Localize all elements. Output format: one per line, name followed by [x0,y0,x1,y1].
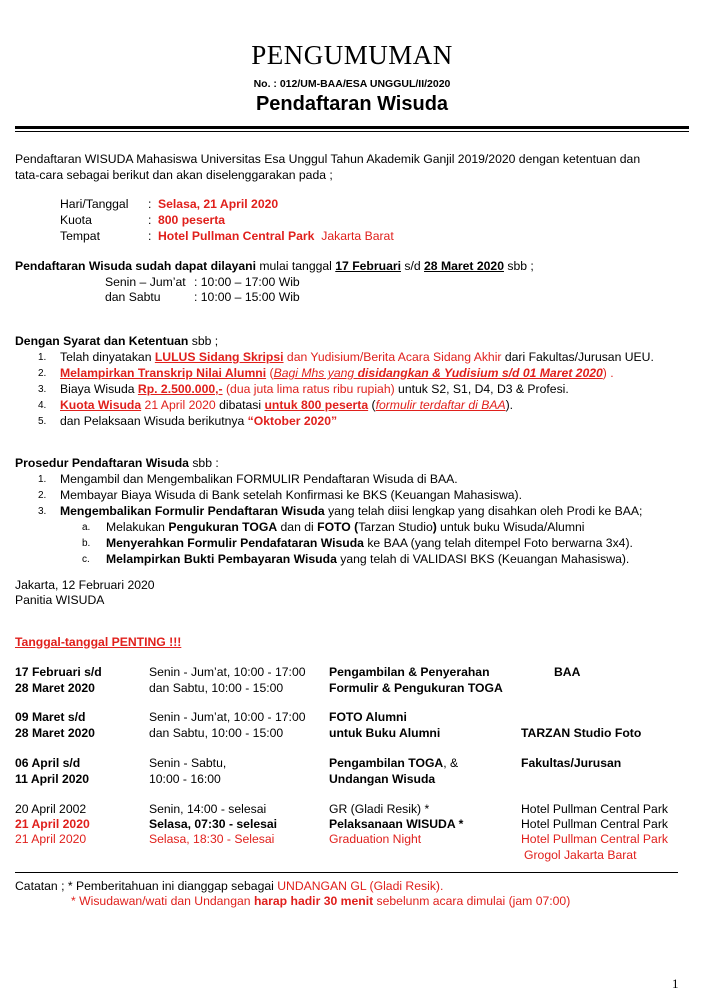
procedure-heading [15,456,219,470]
event-info-sep: : [148,229,152,243]
req-text: dari Fakultas/Jurusan UEU. [501,350,654,364]
signature-place-date: Jakarta, 12 Februari 2020 [15,578,155,592]
list-number: 3. [38,506,47,517]
req-highlight: Rp. 2.500.000,- [137,382,223,396]
requirements-heading-bold: Dengan Syarat dan Ketentuan [15,334,189,348]
registration-tail: sbb ; [503,259,534,273]
event-info-label: Kuota [60,213,92,227]
req-text-red: ) . [602,366,614,380]
date-cell: 28 Maret 2020 [15,681,95,695]
requirement-item [60,414,337,428]
signature-committee: Panitia WISUDA [15,593,105,607]
procedure-item: Membayar Biaya Wisuda di Bank setelah Konfirmasi ke BKS (Keuangan Mahasiswa). [60,488,522,502]
list-number: 5. [38,416,47,427]
event-date: 20 April 2002 [15,802,87,816]
req-text-red: (dua juta lima ratus ribu rupiah) [222,382,395,396]
page-subtitle: Pendaftaran Wisuda [255,93,449,115]
event-info-label: Tempat [60,229,100,243]
requirement-item [60,382,569,396]
event-info-sep: : [148,213,152,227]
hours-time: : 10:00 – 17:00 Wib [194,275,300,289]
activity-cell: Undangan Wisuda [329,772,436,786]
req-text-red: dan Yudisium/Berita Acara Sidang Akhir [283,350,502,364]
sub-bold: Pengukuran TOGA [168,520,278,534]
list-number: 4. [38,400,47,411]
hours-time: : 10:00 – 15:00 Wib [194,290,300,304]
req-note: formulir terdaftar di BAA [375,398,506,412]
procedure-item-bold: Mengembalikan Formulir Pendaftaran Wisuda [60,504,325,518]
procedure-heading-bold: Prosedur Pendaftaran Wisuda [15,456,189,470]
activity-cell: Pengambilan & Penyerahan [329,665,490,679]
header-divider [15,126,689,129]
list-number: 2. [38,368,47,379]
date-cell: 17 Februari s/d [15,665,102,679]
header-divider-thin [15,131,689,132]
event-time: Selasa, 07:30 - selesai [149,817,278,831]
list-number: 1. [38,352,47,363]
intro-line-2: tata-cara sebagai berikut dan akan diselenggarakan pada ; [15,168,333,182]
activity-cell: untuk Buku Alumni [329,726,441,740]
sub-text: Tarzan Studio [358,520,433,534]
req-highlight: LULUS Sidang Skripsi [154,350,284,364]
sub-text: yang telah di VALIDASI BKS (Keuangan Mahasiswa). [336,552,630,566]
place-cell: BAA [554,665,581,679]
activity-tail: , & [443,756,459,770]
req-text: untuk S2, S1, D4, D3 & Profesi. [394,382,569,396]
activity-cell: Formulir & Pengukuran TOGA [329,681,503,695]
registration-line [15,259,534,273]
procedure-subitem [106,552,629,566]
time-cell: dan Sabtu, 10:00 - 15:00 [149,681,284,695]
list-number: 1. [38,474,47,485]
req-text: Biaya Wisuda [60,382,138,396]
requirement-item [60,366,614,380]
time-cell: 10:00 - 16:00 [149,772,221,786]
registration-mid: mulai tanggal [255,259,336,273]
req-text: dan Pelaksaan Wisuda berikutnya [60,414,248,428]
hours-days: Senin – Jum’at [105,275,186,289]
req-note: Bagi Mhs yang [273,366,358,380]
req-highlight: Melampirkan Transkrip Nilai Alumni [60,366,267,380]
procedure-subitem [106,520,584,534]
list-number: 2. [38,490,47,501]
sub-text: Melakukan [106,520,169,534]
sublist-letter: a. [82,522,91,533]
event-info-value [158,229,394,243]
time-cell: Senin - Jum’at, 10:00 - 17:00 [149,710,306,724]
event-place: Hotel Pullman Central Park [521,817,668,831]
time-cell: Senin - Jum’at, 10:00 - 17:00 [149,665,306,679]
event-info-value: 800 peserta [158,213,226,227]
req-note-bold: disidangkan & Yudisium s/d 01 Maret 2020 [357,366,603,380]
list-number: 3. [38,384,47,395]
sub-bold: FOTO ( [317,520,359,534]
hours-days: dan Sabtu [105,290,161,304]
req-text: ). [505,398,514,412]
page-title: PENGUMUMAN [251,40,453,70]
intro-line-1: Pendaftaran WISUDA Mahasiswa Universitas Esa Unggul Tahun Akademik Ganjil 2019/2020 dengan ketentuan dan [15,152,641,166]
event-activity: GR (Gladi Resik) * [329,802,430,816]
notes-label-red: UNDANGAN GL (Gladi Resik). [277,879,444,893]
req-highlight: Kuota Wisuda [60,398,142,412]
requirement-item [60,398,513,412]
sub-text: untuk buku Wisuda/Alumni [436,520,585,534]
time-cell: Senin - Sabtu, [149,756,227,770]
activity-cell [329,756,458,770]
event-info-sep: : [148,197,152,211]
notes-label: Catatan ; * Pemberitahuan ini dianggap sebagai [15,879,278,893]
registration-start: 17 Februari [335,259,401,273]
date-cell: 06 April s/d [15,756,81,770]
sub-text: ke BAA (yang telah ditempel Foto berwarna 3x4). [363,536,633,550]
procedure-item-text: yang telah diisi lengkap yang disahkan oleh Prodi ke BAA; [324,504,643,518]
sub-bold: ) [432,520,437,534]
req-text: ( [368,398,376,412]
registration-end: 28 Maret 2020 [424,259,504,273]
notes-divider [15,872,678,873]
sub-bold: Menyerahkan Formulir Pendafataran Wisuda [106,536,364,550]
req-text-red: 21 April 2020 [141,398,216,412]
req-text: Telah dinyatakan [60,350,155,364]
place-cell: TARZAN Studio Foto [521,726,642,740]
event-place-extra: Grogol Jakarta Barat [524,848,637,862]
sub-text: dan di [277,520,318,534]
sublist-letter: c. [82,554,90,565]
req-text-red: ( [266,366,274,380]
event-time: Selasa, 18:30 - Selesai [149,832,275,846]
event-activity: Pelaksanaan WISUDA * [329,817,464,831]
procedure-item: Mengambil dan Mengembalikan FORMULIR Pendaftaran Wisuda di BAA. [60,472,458,486]
venue-name: Hotel Pullman Central Park [158,229,315,243]
notes-bold: harap hadir 30 menit [253,894,374,908]
event-info-label: Hari/Tanggal [60,197,129,211]
place-cell: Fakultas/Jurusan [521,756,622,770]
event-place: Hotel Pullman Central Park [521,832,668,846]
notes-text: * Wisudawan/wati dan Undangan [71,894,254,908]
announcement-number: No. : 012/UM-BAA/ESA UNGGUL/II/2020 [253,78,451,90]
venue-area: Jakarta Barat [321,229,394,243]
requirement-item [60,350,654,364]
date-cell: 11 April 2020 [15,772,90,786]
procedure-item [60,504,642,518]
event-date: 21 April 2020 [15,817,90,831]
page-number: 1 [672,976,679,991]
registration-lead: Pendaftaran Wisuda sudah dapat dilayani [15,259,256,273]
requirements-heading [15,334,218,348]
activity-cell: FOTO Alumni [329,710,407,724]
notes-text: sebelunm acara dimulai (jam 07:00) [373,894,571,908]
sublist-letter: b. [82,538,91,549]
registration-sd: s/d [400,259,425,273]
event-info-value: Selasa, 21 April 2020 [158,197,279,211]
notes-line-2 [71,894,570,908]
notes-line-1 [15,879,443,893]
sub-bold: Melampirkan Bukti Pembayaran Wisuda [106,552,337,566]
req-highlight: “Oktober 2020” [247,414,338,428]
req-text: dibatasi [215,398,265,412]
event-date: 21 April 2020 [15,832,87,846]
event-place: Hotel Pullman Central Park [521,802,668,816]
activity-bold: Pengambilan TOGA [329,756,444,770]
time-cell: dan Sabtu, 10:00 - 15:00 [149,726,284,740]
date-cell: 28 Maret 2020 [15,726,95,740]
procedure-heading-tail: sbb : [188,456,219,470]
event-time: Senin, 14:00 - selesai [149,802,267,816]
procedure-subitem [106,536,633,550]
important-heading: Tanggal-tanggal PENTING !!! [15,635,182,649]
event-activity: Graduation Night [329,832,422,846]
date-cell: 09 Maret s/d [15,710,86,724]
req-highlight: untuk 800 peserta [264,398,369,412]
requirements-heading-tail: sbb ; [188,334,219,348]
